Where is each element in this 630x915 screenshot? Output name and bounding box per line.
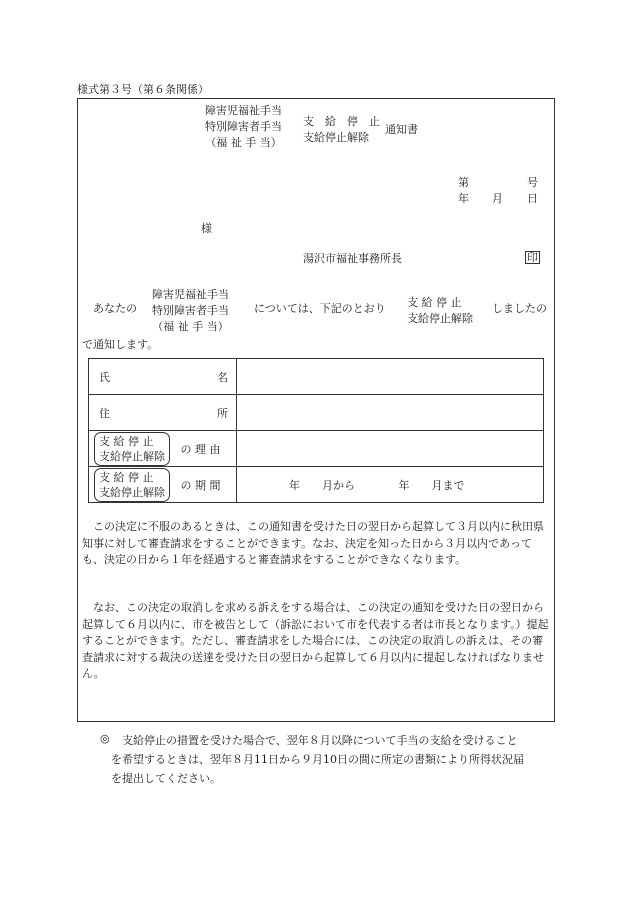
seal-mark: 印 xyxy=(527,251,538,264)
number-label: 第 xyxy=(458,176,469,189)
address-row xyxy=(89,395,544,431)
header-allowance-types xyxy=(205,103,282,151)
number-suffix: 号 xyxy=(527,176,538,189)
period-label: の 期 間 xyxy=(180,478,221,492)
period-to: 年 月まで xyxy=(398,478,465,492)
reason-value-cell[interactable] xyxy=(237,431,544,467)
note-line-1: 支給停止の措置を受けた場合で、翌年８月以降について手当の支給を受けること xyxy=(122,734,518,747)
note-line-2: を希望するときは、翌年８月11日から９月10日の間に所定の書類により所得状況届 xyxy=(111,753,524,766)
notice-middle: については、下記のとおり xyxy=(254,302,386,315)
header-action-stop: 支 給 停 止 xyxy=(303,115,380,128)
header-allowance-2: 特別障害者手当 xyxy=(205,120,282,133)
address-value-cell[interactable] xyxy=(237,395,544,431)
period-row xyxy=(89,467,544,503)
date-day: 日 xyxy=(527,192,538,205)
name-label: 氏 名 xyxy=(99,370,228,384)
details-table xyxy=(88,358,544,503)
issuer: 湯沢市福祉事務所長 xyxy=(303,252,402,265)
notice-actions xyxy=(407,295,473,327)
form-number-label: 様式第３号（第６条関係） xyxy=(77,83,209,96)
header-allowance-1: 障害児福祉手当 xyxy=(205,104,282,117)
notice-continuation: で通知します。 xyxy=(82,338,159,351)
notice-lead: あなたの xyxy=(93,302,137,315)
header-actions xyxy=(303,114,380,146)
name-value-cell[interactable] xyxy=(237,359,544,395)
reason-row xyxy=(89,431,544,467)
notice-allowance-1: 障害児福祉手当 xyxy=(152,288,229,301)
period-brace: 支 給 停 止 支給停止解除 xyxy=(94,468,170,502)
notice-allowance-3: （福 祉 手 当） xyxy=(152,320,229,333)
notice-action-stop: 支 給 停 止 xyxy=(407,296,462,309)
notice-tail: しましたの xyxy=(492,302,547,315)
date-month: 月 xyxy=(492,192,503,205)
notice-allowance-types xyxy=(152,287,229,335)
header-doc-type: 通知書 xyxy=(385,123,418,136)
note-line-3: を提出してください。 xyxy=(111,772,221,785)
address-label: 住 所 xyxy=(99,406,228,420)
notice-action-resume: 支給停止解除 xyxy=(407,312,473,325)
header-allowance-3: （福 祉 手 当） xyxy=(205,136,282,149)
notice-allowance-2: 特別障害者手当 xyxy=(152,304,229,317)
note-mark: ◎ xyxy=(100,732,110,745)
lawsuit-paragraph: なお、この決定の取消しを求める訴えをする場合は、この決定の通知を受けた日の翌日から起算して６月以内に、市を被告として（訴訟において市を代表する者は市長となります。）提起することができます。ただし、審査請求をした場合には、この決定の取消しの訴えは、その審査請求に対する裁決の送達を受けた日の翌日から起算して６月以内に提起しなければなりません。 xyxy=(82,601,549,680)
period-from: 年 月から xyxy=(289,478,355,492)
header-action-resume: 支給停止解除 xyxy=(303,131,369,144)
reason-label: の 理 由 xyxy=(180,442,221,456)
note-text xyxy=(111,731,524,788)
date-year: 年 xyxy=(458,192,469,205)
reason-brace: 支 給 停 止 支給停止解除 xyxy=(94,432,170,466)
name-row xyxy=(89,359,544,395)
appeal-paragraph: この決定に不服のあるときは、この通知書を受けた日の翌日から起算して３月以内に秋田県知事に対して審査請求をすることができます。なお、決定を知った日から３月以内であっても、決定の日から１年を経過すると審査請求をすることができなくなります。 xyxy=(82,520,544,566)
addressee-suffix: 様 xyxy=(201,222,212,235)
period-value-cell[interactable] xyxy=(237,467,544,503)
